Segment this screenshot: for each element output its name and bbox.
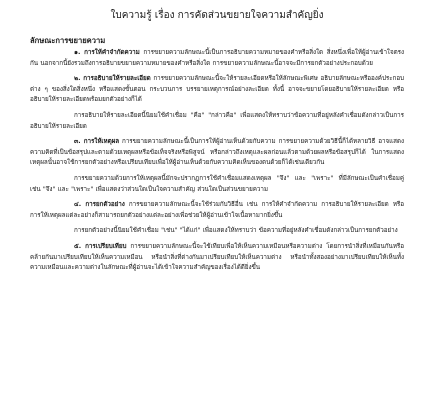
paragraph-reasoning — [30, 137, 404, 169]
paragraph-text: การขยายความลักษณะนี้จะใช้ร่วมกับวิธีอื่น เช่น การให้คำจำกัดความ การอธิบายให้รายละเอียด หรือการให้เหตุผลแต่ละอย่างก็สามารถยกตัวอย่างแต่ละอย่างเพื่อช่วยให้ผู้อ่านเข้าใจเนื้อหามากยิ่งขึ้น — [30, 201, 404, 219]
paragraph-lead: ๕. การเปรียบเทียบ — [74, 242, 127, 250]
paragraph-text: การขยายความลักษณะนี้จะใช้เทียบเพื่อให้เห็นความเหมือนหรือความต่าง โดยการนำสิ่งที่เหมือนกันหรือคล้ายกันมาเปรียบเทียบให้เห็นความเหมือน หรือนำสิ่งที่ต่างกันมาเปรียบเทียบให้เห็นความต่าง หรือนำทั้งสองอย่างมาเปรียบเทียบให้เห็นทั้งความเหมือนและความต่างในลักษณะที่ผู้อ่านจะได้เข้าใจความสำคัญของเรื่องได้ดียิ่งขึ้น — [30, 242, 404, 272]
paragraph-lead: ๓. การให้เหตุผล — [74, 138, 120, 146]
paragraph-comparison — [30, 242, 404, 274]
paragraph-text: การขยายความด้วยการให้เหตุผลนี้มักจะปรากฏการใช้คำเชื่อมแสดงเหตุผล "จึง" และ "เพราะ" ที่มีลักษณะเป็นคำเชื่อมคู่ เช่น "จึง" และ "เพราะ" เพื่อแสดงว่าส่วนใดเป็นใจความสำคัญ ส่วนใดเป็นส่วนขยายความ — [30, 174, 404, 193]
paragraph-text: การยกตัวอย่างนี้นิยมใช้คำเชื่อม "เช่น" "ได้แก่" เพื่อแสดงให้ทราบว่า ข้อความที่อยู่หลังคำเชื่อมดังกล่าวเป็นการยกตัวอย่าง — [74, 227, 398, 235]
paragraph-detail — [30, 74, 404, 106]
paragraph-text: การอธิบายให้รายละเอียดนี้นิยมใช้คำเชื่อม "คือ" "กล่าวคือ" เพื่อแสดงให้ทราบว่าข้อความที่อยู่หลังคำเชื่อมดังกล่าวเป็นการอธิบายให้รายละเอียด — [30, 111, 404, 130]
paragraph-text: การขยายความลักษณะนี้เป็นการอธิบายความหมายของคำหรือสิ่งใด สิ่งหนึ่งเพื่อให้ผู้อ่านเข้าใจตรงกัน นอกจากนี้ยังรวมถึงการอธิบายขยายความหมายของคำหรือสิ่งใด การขยายความลักษณะนี้อาจจะมีการยกตัวอย่างประกอบด้วย — [30, 49, 404, 67]
paragraph-example-note — [30, 226, 404, 237]
paragraph-lead: ๒. การอธิบายให้รายละเอียด — [74, 75, 151, 83]
section-heading: ลักษณะการขยายความ — [30, 36, 106, 45]
paragraph-lead: ๑. การให้คำจำกัดความ — [74, 49, 140, 56]
paragraph-lead: ๔. การยกตัวอย่าง — [74, 201, 125, 209]
document-title: ใบความรู้ เรื่อง การคัดส่วนขยายใจความสำคัญยิ่ง — [110, 10, 324, 21]
paragraph-example — [30, 200, 404, 221]
paragraph-definition — [30, 48, 404, 69]
paragraph-detail-note — [30, 111, 404, 132]
paragraph-reasoning-note — [30, 174, 404, 195]
paragraph-text: การขยายความลักษณะนี้จะให้รายละเอียดหรือให้ลักษณะพิเศษ อธิบายลักษณะหรือองค์ประกอบต่าง ๆ ของสิ่งใดสิ่งหนึ่ง หรือแสดงขั้นตอน กระบวนการ บรรยายเหตุการณ์อย่างละเอียด ทั้งนี้ อาจจะขยายโดยอธิบายให้รายละเอียด หรืออธิบายให้รายละเอียดพร้อมยกตัวอย่างก็ได้ — [30, 75, 404, 104]
paragraph-text: การขยายความลักษณะนี้เป็นการให้ผู้อ่านเห็นด้วยกับความ การขยายความด้วยวิธีนี้ก็ได้หลายวิธี อาจแสดงความคิดที่เป็นข้อสรุปและตามด้วยเหตุผลหรือข้อเท็จจริงหรือพิสูจน์ หรือกล่าวถึงเหตุและผลก่อนแล้วตามด้วยผลหรือข้อสรุปก็ได้ ในการแสดงเหตุผลนั้นอาจใช้การยกตัวอย่างหรือเปรียบเทียบเพื่อให้ผู้อ่านเห็นด้วยกับความคิดเห็นของตนด้วยก็ได้เช่นเดียวกัน — [30, 138, 404, 167]
